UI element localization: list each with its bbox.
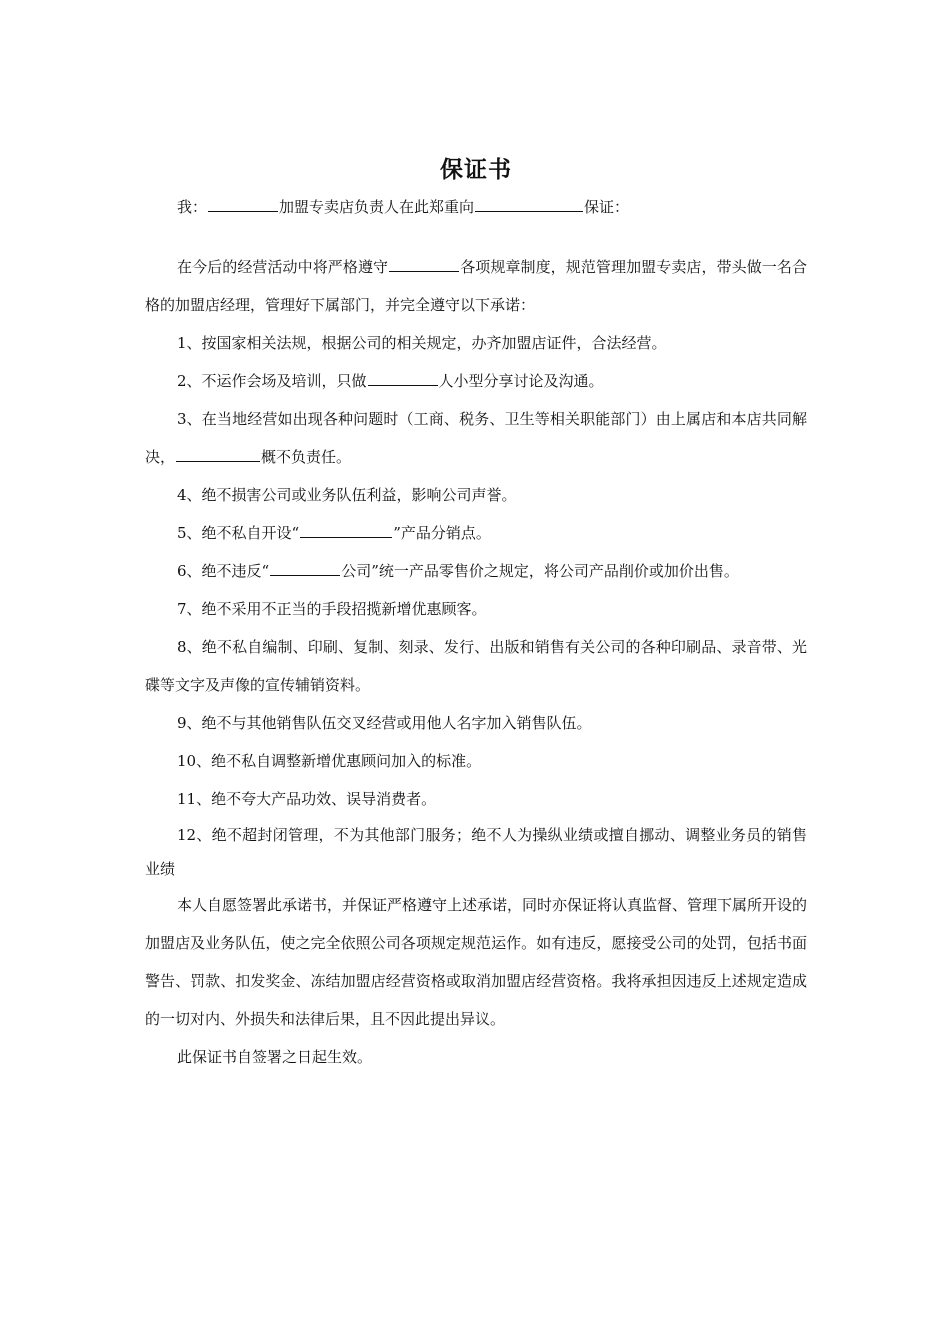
opening-post: 保证： <box>584 198 630 216</box>
item-3-pre: 3、在当地经营如出现各种问题时（工商、税务、卫生等相关职能部门）由上属店和本店共同解决， <box>145 410 807 466</box>
item-4: 4、绝不损害公司或业务队伍利益，影响公司声誉。 <box>177 486 517 504</box>
company-blank-3[interactable] <box>270 561 340 576</box>
item-2-pre: 2、不运作会场及培训，只做 <box>177 372 367 390</box>
item-7: 7、绝不采用不正当的手段招揽新增优惠顾客。 <box>177 600 487 618</box>
intro-paragraph <box>145 248 807 324</box>
closing-paragraph: 本人自愿签署此承诺书，并保证严格遵守上述承诺，同时亦保证将认真监督、管理下属所开设的加盟店及业务队伍，使之完全依照公司各项规定规范运作。如有违反，愿接受公司的处罚，包括书面警告、罚款、扣发奖金、冻结加盟店经营资格或取消加盟店经营资格。我将承担因违反上述规定造成的一切对内、外损失和法律后果，且不因此提出异议。 <box>145 896 808 1028</box>
document-page <box>145 150 807 1076</box>
intro-pre: 在今后的经营活动中将严格遵守 <box>177 258 389 276</box>
company-blank[interactable] <box>475 197 583 212</box>
item-9: 9、绝不与其他销售队伍交叉经营或用他人名字加入销售队伍。 <box>177 714 592 732</box>
item-1: 1、按国家相关法规，根据公司的相关规定，办齐加盟店证件，合法经营。 <box>177 334 667 352</box>
party-blank[interactable] <box>176 447 260 462</box>
name-blank[interactable] <box>208 197 278 212</box>
effective-statement: 此保证书自签署之日起生效。 <box>177 1048 373 1066</box>
item-2-post: 人小型分享讨论及沟通。 <box>438 372 604 390</box>
item-8: 8、绝不私自编制、印刷、复制、刻录、发行、出版和销售有关公司的各种印刷品、录音带、光碟等文字及声像的宣传辅销资料。 <box>145 638 807 694</box>
item-12: 12、绝不超封闭管理，不为其他部门服务；绝不人为操纵业绩或擅自挪动、调整业务员的销售业绩 <box>145 826 807 878</box>
document-title: 保证书 <box>440 157 512 183</box>
item-3 <box>145 400 807 476</box>
item-5-pre: 5、绝不私自开设“ <box>177 524 300 542</box>
item-5-post: ”产品分销点。 <box>393 524 491 542</box>
item-3-post: 概不负责任。 <box>261 448 352 466</box>
item-5 <box>145 514 807 552</box>
item-10: 10、绝不私自调整新增优惠顾问加入的标准。 <box>177 752 482 770</box>
opening-pre: 我： <box>177 198 208 216</box>
item-11: 11、绝不夸大产品功效、误导消费者。 <box>177 790 437 808</box>
item-2 <box>145 362 807 400</box>
item-6-post: 公司”统一产品零售价之规定，将公司产品削价或加价出售。 <box>341 562 739 580</box>
opening-line <box>145 190 807 224</box>
opening-mid: 加盟专卖店负责人在此郑重向 <box>279 198 475 216</box>
item-6 <box>145 552 807 590</box>
item-6-pre: 6、绝不违反“ <box>177 562 270 580</box>
intro-post: 各项规章制度，规范管理加盟专卖店，带头做一名合格的加盟店经理，管理好下属部门，并完全遵守以下承诺： <box>145 258 807 314</box>
people-count-blank[interactable] <box>368 371 438 386</box>
spacer <box>145 224 807 248</box>
brand-blank[interactable] <box>300 523 392 538</box>
company-blank-2[interactable] <box>389 257 459 272</box>
